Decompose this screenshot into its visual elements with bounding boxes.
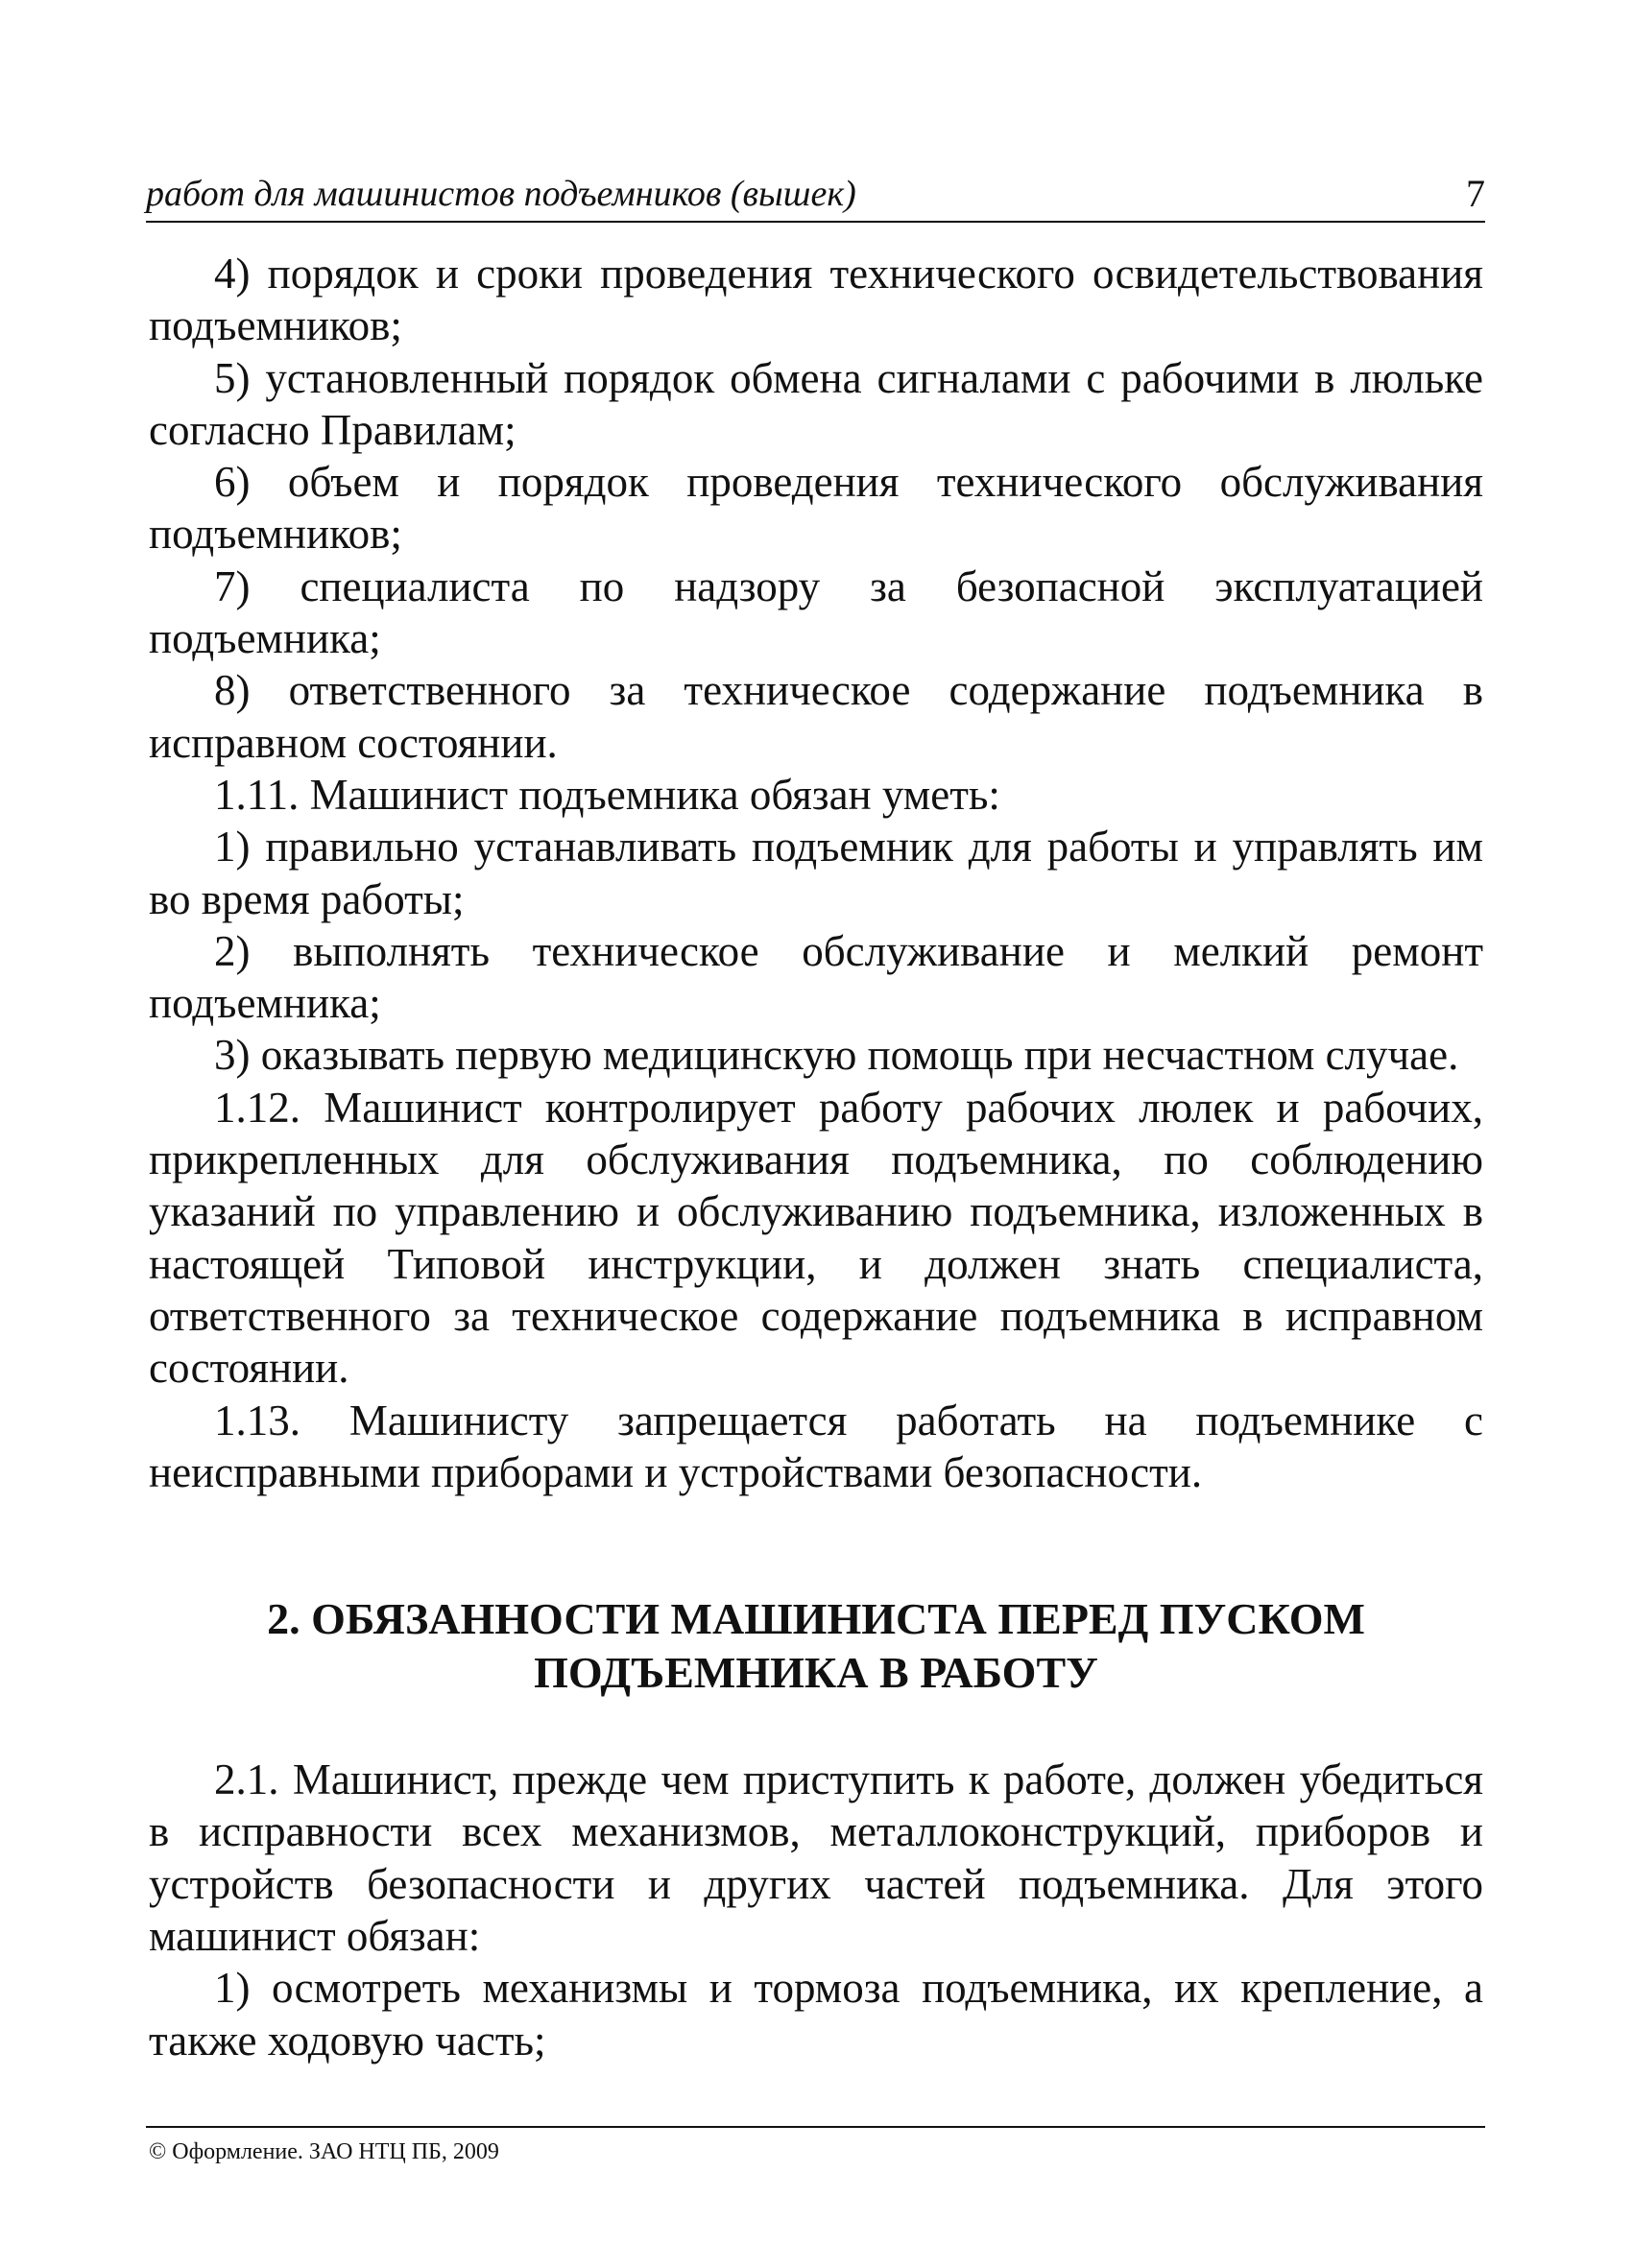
running-title: работ для машинистов подъемников (вышек) bbox=[146, 174, 856, 214]
paragraph: 7) специалиста по надзору за безопасной эксплуатацией подъемника; bbox=[149, 561, 1483, 663]
section-heading-line: ПОДЪЕМНИКА В РАБОТУ bbox=[534, 1648, 1098, 1698]
paragraph: 3) оказывать первую медицинскую помощь при несчастном случае. bbox=[214, 1031, 1459, 1080]
paragraph: 1.12. Машинист контролирует работу рабочих люлек и рабочих, прикрепленных для обслуживания подъемника, по соблюдению указаний по управлению и обслуживанию подъемника, изложенных в настоящей Типовой инструкции, и должен знать специалиста, ответственного за техническое содержание подъемника в исправном состоянии. bbox=[149, 1083, 1483, 1393]
section-heading-line: 2. ОБЯЗАННОСТИ МАШИНИСТА ПЕРЕД ПУСКОМ bbox=[267, 1594, 1365, 1644]
section-heading bbox=[149, 1592, 1483, 1700]
paragraph: 8) ответственного за техническое содержание подъемника в исправном состоянии. bbox=[149, 666, 1483, 767]
page-number: 7 bbox=[1466, 172, 1485, 215]
running-header bbox=[146, 171, 1485, 223]
paragraph: 2) выполнять техническое обслуживание и мелкий ремонт подъемника; bbox=[149, 926, 1483, 1028]
paragraph: 4) порядок и сроки проведения технического освидетельствования подъемников; bbox=[149, 250, 1483, 350]
paragraph: 1) правильно устанавливать подъемник для работы и управлять им во время работы; bbox=[149, 823, 1483, 923]
body-text bbox=[149, 248, 1483, 2066]
paragraph: 1.13. Машинисту запрещается работать на подъемнике с неисправными приборами и устройствами безопасности. bbox=[149, 1396, 1483, 1496]
paragraph: 2.1. Машинист, прежде чем приступить к работе, должен убедиться в исправности всех механизмов, металлоконструкций, приборов и устройств безопасности и других частей подъемника. Для этого машинист обязан: bbox=[149, 1755, 1483, 1961]
footer-copyright: © Оформление. ЗАО НТЦ ПБ, 2009 bbox=[149, 2139, 499, 2164]
paragraph: 1) осмотреть механизмы и тормоза подъемника, их крепление, а также ходовую часть; bbox=[149, 1964, 1483, 2065]
paragraph: 6) объем и порядок проведения технического обслуживания подъемников; bbox=[149, 458, 1483, 559]
paragraph: 5) установленный порядок обмена сигналами с рабочими в люльке согласно Правилам; bbox=[149, 353, 1483, 454]
footer-rule bbox=[146, 2126, 1485, 2128]
paragraph: 1.11. Машинист подъемника обязан уметь: bbox=[214, 770, 1000, 819]
